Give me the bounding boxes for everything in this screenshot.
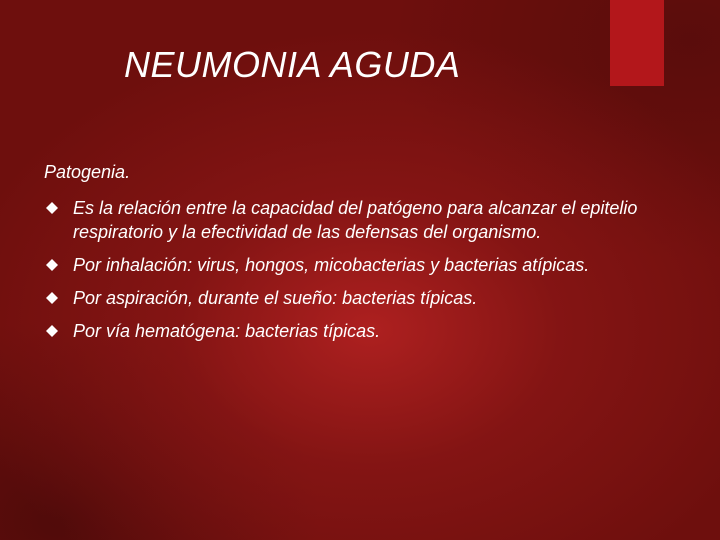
- bullet-list: [44, 196, 684, 352]
- list-item: [44, 319, 684, 343]
- bullet-text: Es la relación entre la capacidad del patógeno para alcanzar el epitelio respiratorio y la efectividad de las defensas del organismo.: [73, 198, 638, 242]
- diamond-bullet-icon: [46, 202, 58, 214]
- list-item: [44, 196, 684, 244]
- list-item: [44, 286, 684, 310]
- list-item: [44, 253, 684, 277]
- accent-block: [610, 0, 664, 86]
- diamond-bullet-icon: [46, 292, 58, 304]
- slide-title: NEUMONIA AGUDA: [124, 44, 461, 85]
- bullet-text: Por vía hematógena: bacterias típicas.: [73, 321, 381, 341]
- diamond-bullet-icon: [46, 259, 58, 271]
- bullet-text: Por inhalación: virus, hongos, micobacterias y bacterias atípicas.: [73, 255, 590, 275]
- section-heading: Patogenia.: [44, 162, 131, 182]
- diamond-bullet-icon: [46, 325, 58, 337]
- bullet-text: Por aspiración, durante el sueño: bacterias típicas.: [73, 288, 478, 308]
